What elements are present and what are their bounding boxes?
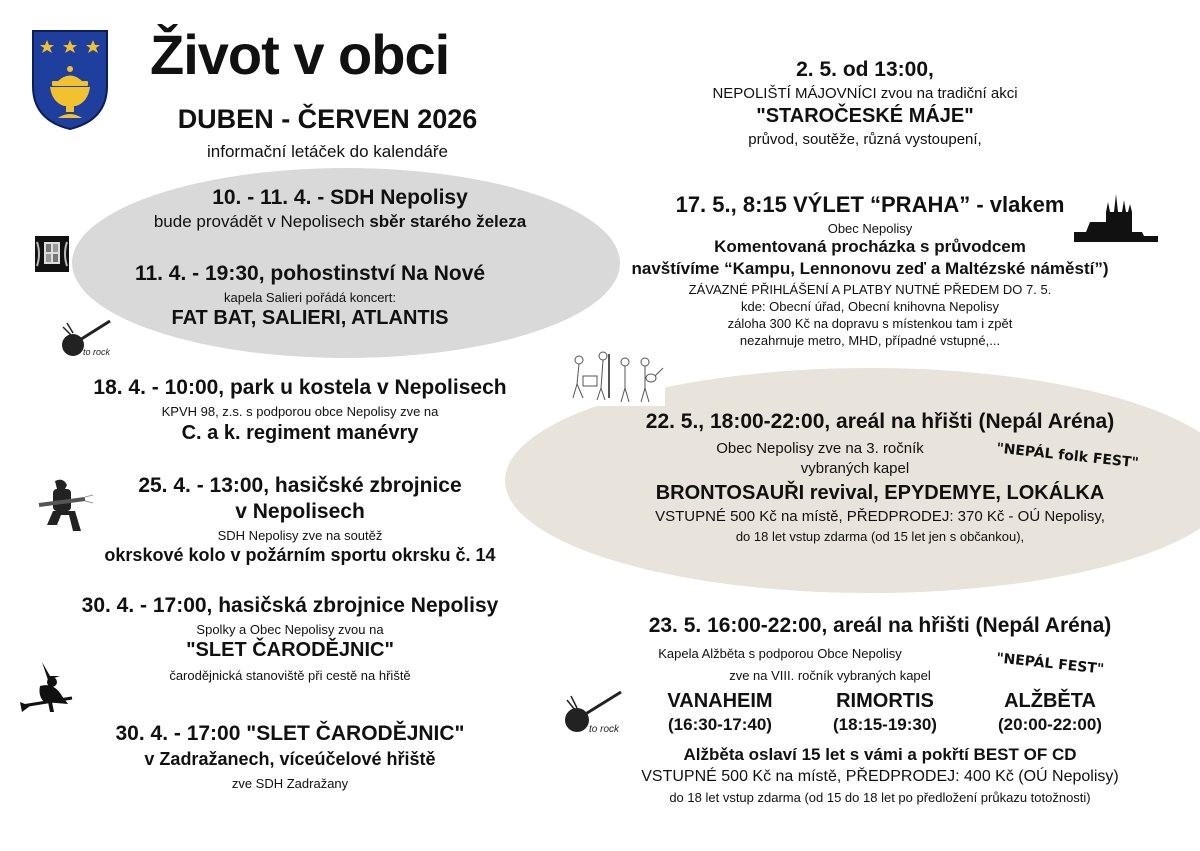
- event-text: zve SDH Zadražany: [231, 776, 349, 791]
- event-title: 2. 5. od 13:00,: [796, 58, 934, 81]
- svg-text:to rock: to rock: [83, 347, 111, 357]
- event-location: v Zadražanech, víceúčelové hřiště: [144, 749, 436, 769]
- event-title: 30. 4. - 17:00, hasičská zbrojnice Nepolisy: [81, 594, 499, 617]
- event-text: KPVH 98, z.s. s podporou obce Nepolisy zve na: [161, 404, 439, 419]
- event-organizer: Obec Nepolisy: [827, 221, 913, 236]
- band-slot: [970, 690, 1130, 735]
- event-concert: [100, 262, 520, 330]
- festival-tag-folk: "NEPÁL folk FEST": [995, 440, 1140, 472]
- event-title: 25. 4. - 13:00, hasičské zbrojnice: [138, 474, 462, 497]
- band-lineup: [640, 690, 1120, 740]
- event-text: nezahrnuje metro, MHD, případné vstupné,...: [739, 333, 1001, 348]
- event-text: do 18 let vstup zdarma (od 15 let jen s občankou),: [735, 529, 1025, 544]
- event-text: čarodějnická stanoviště při cestě na hřiště: [169, 668, 411, 683]
- event-title: 18. 4. - 10:00, park u kostela v Nepolisech: [93, 376, 507, 399]
- event-price: VSTUPNÉ 500 Kč na místě, PŘEDPRODEJ: 370 Kč - OÚ Nepolisy,: [655, 508, 1105, 525]
- band-time: (20:00-22:00): [998, 715, 1102, 734]
- event-text: průvod, soutěže, různá vystoupení,: [748, 131, 982, 148]
- svg-text:to rock: to rock: [589, 724, 620, 735]
- event-title: 30. 4. - 17:00 "SLET ČARODĚJNIC": [115, 722, 465, 745]
- event-bands: FAT BAT, SALIERI, ATLANTIS: [171, 307, 449, 329]
- event-highlight: sběr starého železa: [369, 212, 527, 231]
- event-title: 17. 5., 8:15 VÝLET “PRAHA” - vlakem: [675, 192, 1065, 217]
- band-time: (18:15-19:30): [833, 715, 937, 734]
- event-title: 11. 4. - 19:30, pohostinství Na Nové: [134, 262, 486, 285]
- event-title-cont: v Nepolisech: [235, 500, 365, 523]
- band-name: RIMORTIS: [836, 690, 934, 712]
- event-highlight: "SLET ČARODĚJNIC": [186, 639, 394, 661]
- event-iron-collection: [60, 186, 620, 232]
- band-name: VANAHEIM: [667, 690, 773, 712]
- event-title: 22. 5., 18:00-22:00, areál na hřišti (Nepál Aréna): [645, 410, 1115, 433]
- band-time: (16:30-17:40): [668, 715, 772, 734]
- event-witches-nepolisy: [20, 594, 560, 683]
- event-text: kapela Salieri pořádá koncert:: [224, 290, 396, 305]
- event-title: 10. - 11. 4. - SDH Nepolisy: [212, 186, 468, 209]
- event-highlight: "STAROČESKÉ MÁJE": [756, 105, 974, 127]
- band-name: ALŽBĚTA: [1004, 690, 1096, 712]
- event-nepal-fest-details: [560, 745, 1200, 805]
- never-too-old-to-rock-icon: [55, 315, 115, 363]
- event-text: záloha 300 Kč na dopravu s místenkou tam i zpět: [727, 316, 1013, 331]
- regiment-emblem-icon: [35, 236, 69, 272]
- event-text: Obec Nepolisy zve na 3. ročník: [716, 440, 924, 457]
- event-price: VSTUPNÉ 500 Kč na místě, PŘEDPRODEJ: 400 Kč (OÚ Nepolisy): [641, 768, 1119, 785]
- event-text: NEPOLIŠTÍ MÁJOVNÍCI zvou na tradiční akci: [712, 85, 1018, 102]
- band-slot: [640, 690, 800, 735]
- coat-of-arms-icon: [30, 28, 110, 132]
- event-nepal-fest: [560, 614, 1200, 638]
- period-heading: DUBEN - ČERVEN 2026: [177, 104, 478, 134]
- event-regiment: [30, 376, 570, 445]
- event-highlight: navštívíme “Kampu, Lennonovu zeď a Maltézské náměstí”): [631, 259, 1109, 278]
- page-subtitle: informační letáček do kalendáře: [207, 142, 448, 161]
- festival-tag-nepal: "NEPÁL FEST": [995, 650, 1105, 678]
- page-title: Život v obci: [150, 23, 450, 86]
- event-text: Spolky a Obec Nepolisy zvou na: [196, 622, 384, 637]
- event-folk-fest: [560, 410, 1200, 544]
- band-slot: [805, 690, 965, 735]
- witch-on-broom-icon: [20, 660, 76, 716]
- event-firefighter-contest: [30, 474, 570, 566]
- event-text: zve na VIII. ročník vybraných kapel: [729, 668, 931, 683]
- event-highlight: C. a k. regiment manévry: [181, 422, 419, 444]
- event-witches-zadrazany: [20, 722, 560, 791]
- event-notice: ZÁVAZNÉ PŘIHLÁŠENÍ A PLATBY NUTNÉ PŘEDEM DO 7. 5.: [688, 282, 1052, 297]
- event-highlight: okrskové kolo v požárním sportu okrsku č. 14: [104, 545, 496, 565]
- folk-band-sketch-icon: [565, 348, 665, 406]
- event-text: bude provádět v Nepolisech: [153, 212, 370, 231]
- event-text: SDH Nepolisy zve na soutěž: [217, 528, 383, 543]
- event-title: 23. 5. 16:00-22:00, areál na hřišti (Nepál Aréna): [648, 614, 1112, 637]
- event-text: Kapela Alžběta s podporou Obce Nepolisy: [658, 646, 902, 661]
- event-text: kde: Obecní úřad, Obecní knihovna Nepolisy: [741, 299, 999, 314]
- event-text: vybraných kapel: [800, 460, 910, 477]
- event-text: do 18 let vstup zdarma (od 15 do 18 let po předložení průkazu totožnosti): [669, 790, 1091, 805]
- event-highlight: Komentovaná procházka s průvodcem: [714, 237, 1026, 256]
- prague-castle-silhouette-icon: [1072, 190, 1162, 246]
- event-bands: BRONTOSAUŘI revival, EPYDEMYE, LOKÁLKA: [655, 482, 1105, 504]
- event-majove-slavnosti: [640, 58, 1090, 148]
- never-too-old-to-rock-icon: [557, 686, 627, 742]
- event-highlight: Alžběta oslaví 15 let s vámi a pokřtí BEST OF CD: [683, 745, 1077, 764]
